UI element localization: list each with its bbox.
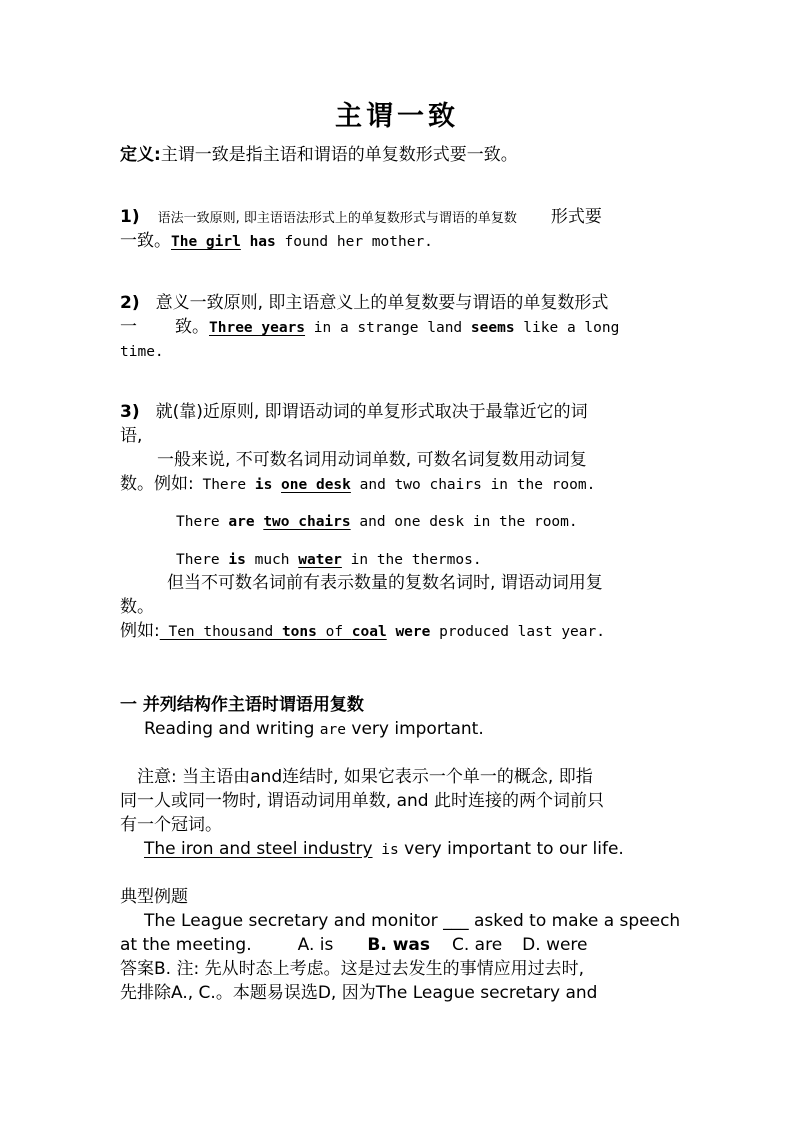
rule3-ex3-noun: water (298, 552, 342, 568)
section1-note-line3 (120, 814, 222, 836)
section1-ex2-subject: The iron and steel industry (144, 839, 373, 859)
rule2-text-b: 一 (120, 317, 137, 337)
rule3-text-a: 就(靠)近原则, 即谓语动词的单复形式取决于最靠近它的词 (155, 402, 588, 422)
rule3-ex2-noun: two chairs (263, 514, 351, 530)
rule3-text-d: 数。例如: (120, 474, 194, 494)
rule3-ex2-a: There (176, 514, 229, 530)
section1-ex-a: Reading and writing (144, 719, 320, 739)
example-question-a: The League secretary and monitor ___ asked to make a speech (144, 911, 681, 931)
rule3-note-b: 数。 (120, 597, 154, 617)
option-a: A. is (297, 935, 334, 955)
example-answer-a: 答案B. 注: 先从时态上考虑。这是过去发生的事情应用过去时, (120, 959, 585, 979)
rule3-example3 (176, 548, 482, 571)
section1-note-a: 注意: 当主语由and连结时, 如果它表示一个单一的概念, 即指 (137, 767, 593, 787)
definition-text: 主谓一致是指主语和谓语的单复数形式要一致。 (160, 145, 518, 165)
option-b: B. was (367, 935, 430, 955)
rule3-text-c: 一般来说, 不可数名词用动词单数, 可数名词复数用动词复 (157, 450, 587, 470)
rule2-number: 2) (120, 293, 140, 313)
rule2-text-a: 意义一致原则, 即主语意义上的单复数要与谓语的单复数形式 (155, 293, 609, 313)
example-question-b: at the meeting. (120, 935, 252, 955)
page-title: 主谓一致 (335, 101, 459, 132)
section1-example2 (144, 838, 624, 861)
rule3-note-line1 (167, 572, 603, 594)
rule3-example2 (176, 510, 578, 533)
rule2-example-rest: like a long (514, 320, 620, 336)
rule2-line1 (120, 292, 608, 314)
rule2-example-subject: Three years (209, 320, 306, 336)
rule3-ex3-verb: is (228, 552, 246, 568)
section1-example1 (144, 718, 484, 741)
rule1-number: 1) (120, 207, 140, 227)
definition-label: 定义: (120, 145, 161, 165)
rule2-line2 (120, 316, 619, 339)
section1-ex2-rest: very important to our life. (398, 839, 624, 859)
rule1-text-a: 语法一致原则, 即主语语法形式上的单复数形式与谓语的单复数 (157, 211, 517, 226)
rule3-line3 (157, 449, 587, 471)
rule3-ex2-rest: and one desk in the room. (350, 514, 578, 530)
rule1-example-subject: The girl (171, 234, 241, 250)
rule3-ex4-tons: tons (281, 624, 317, 640)
rule3-example4 (120, 620, 605, 643)
option-d: D. were (522, 935, 588, 955)
rule2-text-c: 致。 (175, 317, 209, 337)
rule3-ex3-a: There (176, 552, 229, 568)
section1-note-line2 (120, 790, 604, 812)
example-heading: 典型例题 (120, 887, 188, 907)
rule2-example-rest2: time. (120, 344, 164, 360)
rule3-ex1-noun: one desk (281, 477, 351, 493)
rule3-note-line2 (120, 596, 154, 618)
rule1-text-b: 形式要 (550, 207, 602, 227)
section1-ex2-verb: is (372, 842, 399, 858)
rule3-number: 3) (120, 402, 140, 422)
rule3-ex4-coal: coal (351, 624, 387, 640)
rule3-note-a: 但当不可数名词前有表示数量的复数名词时, 谓语动词用复 (167, 573, 603, 593)
section1-ex-rest: very important. (345, 719, 484, 739)
rule1-example-rest: found her mother. (275, 234, 433, 250)
rule3-ex3-rest: in the thermos. (341, 552, 482, 568)
rule2-example-verb: seems (470, 320, 515, 336)
section1-ex-verb: are (319, 722, 346, 738)
example-answer-b: 先排除A., C.。本题易误选D, 因为The League secretary and (120, 983, 598, 1003)
rule3-ex4-a: Ten thousand (159, 624, 282, 640)
section1-note-line1 (137, 766, 593, 788)
rule1-text-c: 一致。 (120, 231, 171, 251)
rule1-example-verb: has (249, 234, 276, 250)
definition-line (120, 144, 518, 166)
rule1-line2 (120, 230, 433, 253)
example-question-line1 (144, 910, 680, 932)
section1-note-b: 同一人或同一物时, 谓语动词用单数, and 此时连接的两个词前只 (120, 791, 605, 811)
rule3-ex4-rest: produced last year. (430, 624, 605, 640)
rule3-ex2-verb: are (228, 514, 255, 530)
option-c: C. are (452, 935, 503, 955)
rule3-line4 (120, 473, 595, 496)
rule2-line3 (120, 340, 164, 363)
section1-heading: 一 并列结构作主语时谓语用复数 (120, 695, 364, 715)
rule3-line1 (120, 401, 588, 423)
rule2-example-mid: in a strange land (305, 320, 471, 336)
rule3-ex3-mid: much (245, 552, 299, 568)
rule3-ex4-label: 例如: (120, 621, 160, 641)
example-answer-line1 (120, 958, 584, 980)
rule3-ex4-of: of (316, 624, 352, 640)
rule3-ex1-rest: and two chairs in the room. (350, 477, 596, 493)
rule3-ex1-verb: is (254, 477, 273, 493)
rule3-ex4-verb: were (395, 624, 431, 640)
rule3-ex1-a: There (193, 477, 255, 493)
rule1-line1 (120, 206, 602, 230)
example-answer-line2 (120, 982, 597, 1004)
example-question-line2 (120, 934, 588, 956)
rule3-text-b: 语, (120, 426, 143, 446)
rule3-line2 (120, 425, 142, 447)
section1-note-c: 有一个冠词。 (120, 815, 222, 835)
